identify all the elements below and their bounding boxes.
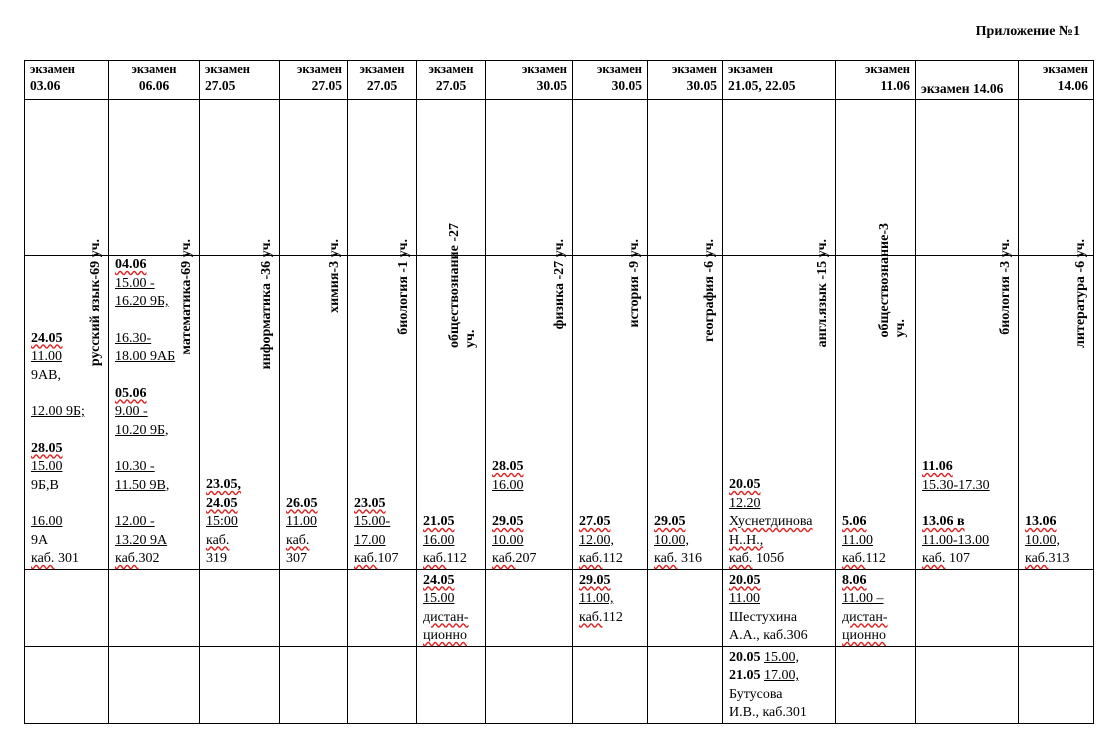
- schedule-line: ционно: [423, 628, 467, 643]
- schedule-line: 8.06: [842, 572, 867, 588]
- schedule-line: 10.20 9Б,: [115, 422, 169, 438]
- schedule-line: 11.00-13.00: [922, 532, 990, 548]
- schedule-line: [115, 367, 193, 385]
- header-cell: экзамен 27.05: [417, 61, 486, 100]
- schedule-line: 20.05: [729, 477, 761, 492]
- schedule-line: Н..Н.,: [729, 532, 764, 548]
- schedule-line: 12.00 -: [115, 514, 155, 529]
- schedule-line: 15.00: [31, 459, 63, 474]
- header-cell: экзамен 30.05: [648, 61, 723, 100]
- schedule-line: [115, 495, 193, 513]
- time-text: 15.00,: [764, 649, 799, 665]
- schedule-line: 11.00: [286, 514, 317, 529]
- schedule-line: И.В., каб.301: [729, 705, 807, 720]
- subject-label: [327, 239, 343, 313]
- subject-label-line: биология -3 уч.: [998, 239, 1013, 335]
- date-text: 20.05: [729, 649, 761, 665]
- subject-row: [25, 100, 1094, 256]
- schedule-cell: [348, 646, 417, 723]
- schedule-line: 05.06: [115, 385, 147, 401]
- schedule-line: 28.05: [31, 440, 63, 456]
- schedule-line: 10.00: [492, 532, 524, 548]
- appendix-label: Приложение №1: [975, 24, 1080, 39]
- schedule-line: Шестухина: [729, 609, 798, 625]
- schedule-cell: [486, 569, 573, 646]
- header-cell: экзамен 30.05: [573, 61, 648, 100]
- schedule-cell: [200, 569, 280, 646]
- header-cell: экзамен 21.05, 22.05: [723, 61, 836, 100]
- schedule-line: 13.06: [1025, 514, 1057, 529]
- schedule-cell: [486, 646, 573, 723]
- schedule-line: Бутусова: [729, 686, 783, 702]
- header-cell: экзамен 14.06: [1019, 61, 1094, 100]
- schedule-line: 15.00 -: [115, 275, 155, 291]
- schedule-line: 9А: [31, 532, 49, 548]
- schedule-line: 29.05: [492, 514, 524, 529]
- schedule-cell: [648, 646, 723, 723]
- schedule-line: 04.06: [115, 257, 147, 272]
- schedule-cell: [1019, 569, 1094, 646]
- schedule-cell: [417, 646, 486, 723]
- subject-cell: [417, 100, 486, 348]
- header-cell: экзамен 14.06: [916, 61, 1019, 100]
- schedule-line: [115, 440, 193, 458]
- subject-cell: [280, 100, 348, 313]
- subject-label: [88, 239, 104, 366]
- schedule-line: А.А., каб.306: [729, 628, 808, 643]
- schedule-line: 26.05: [286, 495, 318, 511]
- schedule-line: ционно: [842, 628, 886, 643]
- subject-label: [877, 223, 909, 337]
- schedule-line: 11.00,: [579, 591, 614, 606]
- header-cell: экзамен 11.06: [836, 61, 916, 100]
- schedule-line: 9АВ,: [31, 367, 61, 383]
- subject-label: [702, 239, 718, 342]
- schedule-cell: [836, 646, 916, 723]
- subject-label-line: история -9 уч.: [627, 239, 642, 328]
- schedule-cell: [417, 569, 486, 646]
- schedule-line: 28.05: [492, 459, 524, 474]
- schedule-line: 11.00: [31, 349, 62, 364]
- schedule-line: 15.00: [423, 591, 455, 606]
- schedule-line: 23.05,: [206, 477, 241, 492]
- schedule-line: 9.00 -: [115, 404, 148, 419]
- subject-label: [447, 223, 479, 348]
- schedule-line: 11.00: [842, 532, 873, 548]
- subject-label-line: обществознание -27: [447, 223, 462, 348]
- schedule-cell: [916, 646, 1019, 723]
- date-text: 21.05: [729, 668, 761, 683]
- header-cell: экзамен 27.05: [200, 61, 280, 100]
- subject-label: [998, 239, 1014, 335]
- schedule-line: 16.00: [31, 514, 63, 529]
- schedule-cell: [280, 569, 348, 646]
- header-cell: экзамен 27.05: [280, 61, 348, 100]
- schedule-line: 11.00: [729, 591, 760, 606]
- schedule-line: каб.313: [1025, 551, 1070, 566]
- schedule-line: Хуснетдинова: [729, 514, 813, 529]
- schedule-line: каб.112: [423, 551, 467, 566]
- schedule-cell: [25, 569, 109, 646]
- schedule-cell: [836, 569, 916, 646]
- schedule-line: 12.00,: [579, 532, 614, 548]
- schedule-line: каб. 316: [654, 551, 702, 566]
- subject-label-line: англ.язык -15 уч.: [815, 239, 830, 348]
- time-text: 17.00,: [764, 668, 799, 683]
- subject-cell: [348, 100, 417, 335]
- schedule-line: каб.112: [579, 609, 623, 625]
- schedule-line: 13.20 9А: [115, 532, 168, 548]
- schedule-row-3: [25, 646, 1094, 723]
- schedule-line: [492, 495, 566, 513]
- header-cell: экзамен 30.05: [486, 61, 573, 100]
- schedule-cell: [280, 646, 348, 723]
- subject-label: [627, 239, 643, 327]
- schedule-cell: [916, 569, 1019, 646]
- subject-label-line: русский язык-69 уч.: [88, 239, 103, 367]
- exam-schedule-table: [24, 60, 1094, 724]
- schedule-line: каб.: [286, 532, 310, 548]
- schedule-line: 16.00: [492, 477, 524, 493]
- schedule-line: 5.06: [842, 514, 867, 529]
- schedule-cell: [723, 569, 836, 646]
- subject-cell: [723, 100, 836, 348]
- schedule-line: 12.20: [729, 495, 761, 511]
- schedule-line: 27.05: [579, 514, 611, 529]
- subject-cell: [486, 100, 573, 330]
- schedule-line: дистан-: [423, 609, 469, 625]
- schedule-line: 29.05: [579, 572, 611, 588]
- subject-label: [1073, 239, 1089, 348]
- subject-label: [815, 239, 831, 347]
- subject-label-line: математика-69 уч.: [179, 239, 194, 355]
- subject-label: [396, 239, 412, 335]
- schedule-line: каб.112: [842, 551, 886, 566]
- schedule-line: 10.00,: [1025, 532, 1060, 548]
- subject-label-line: уч.: [463, 329, 478, 348]
- subject-label-line: химия-3 уч.: [327, 239, 342, 313]
- schedule-line: 29.05: [654, 514, 686, 529]
- schedule-cell: [25, 646, 109, 723]
- schedule-line: 24.05: [31, 330, 63, 346]
- schedule-line: каб. 301: [31, 551, 79, 566]
- header-cell: экзамен 06.06: [109, 61, 200, 100]
- subject-label: [259, 239, 275, 369]
- schedule-line: [922, 495, 1012, 513]
- subject-label-line: обществознание-3: [877, 223, 892, 338]
- schedule-line: 13.06 в: [922, 514, 965, 529]
- schedule-line: 9Б,В: [31, 477, 59, 493]
- schedule-line: [31, 385, 102, 403]
- schedule-line: 16.00: [423, 532, 455, 548]
- subject-label-line: география -6 уч.: [702, 239, 717, 342]
- schedule-line: 11.00 –: [842, 591, 884, 606]
- schedule-line: 15.30-17.30: [922, 477, 990, 493]
- schedule-line: [31, 422, 102, 440]
- schedule-line: 11.06: [922, 459, 953, 474]
- subject-label: [179, 239, 195, 355]
- header-cell: экзамен 03.06: [25, 61, 109, 100]
- schedule-line: каб. 105б: [729, 551, 785, 566]
- schedule-line: каб.302: [115, 551, 160, 566]
- schedule-line: 21.05: [423, 514, 455, 529]
- header-row: [25, 61, 1094, 100]
- schedule-line: каб.112: [579, 551, 623, 566]
- schedule-line: 24.05: [206, 495, 238, 511]
- subject-label-line: уч.: [893, 319, 908, 338]
- schedule-line: 17.00: [354, 532, 386, 548]
- schedule-line: каб.207: [492, 551, 537, 566]
- schedule-line: каб.107: [354, 551, 399, 566]
- schedule-line: 15:00: [206, 514, 238, 529]
- schedule-line: 10.30 -: [115, 459, 155, 474]
- schedule-cell: [723, 646, 836, 723]
- schedule-line: 16.20 9Б,: [115, 294, 169, 309]
- schedule-line: 16.30-: [115, 330, 152, 346]
- schedule-cell: [109, 569, 200, 646]
- subject-cell: [916, 100, 1019, 335]
- schedule-line: 319: [206, 551, 227, 566]
- schedule-line: 11.50 9В,: [115, 477, 170, 493]
- schedule-cell: [109, 646, 200, 723]
- subject-cell: [200, 100, 280, 370]
- schedule-line: [31, 495, 102, 513]
- schedule-line: каб. 107: [922, 551, 970, 566]
- subject-label-line: физика -27 уч.: [552, 239, 567, 330]
- schedule-cell: [1019, 646, 1094, 723]
- schedule-cell: [573, 569, 648, 646]
- schedule-line: 20.05: [729, 572, 761, 588]
- subject-label: [552, 239, 568, 329]
- schedule-line: дистан-: [842, 609, 888, 625]
- subject-cell: [836, 100, 916, 338]
- schedule-line: 24.05: [423, 572, 455, 588]
- schedule-line: 23.05: [354, 495, 386, 511]
- header-cell: экзамен 27.05: [348, 61, 417, 100]
- subject-label-line: биология -1 уч.: [396, 239, 411, 335]
- schedule-cell: [200, 646, 280, 723]
- subject-cell: [1019, 100, 1094, 348]
- schedule-line: 15.00-: [354, 514, 391, 529]
- schedule-line: [729, 649, 829, 668]
- schedule-cell: [648, 569, 723, 646]
- schedule-line: 18.00 9АБ: [115, 349, 176, 364]
- subject-cell: [648, 100, 723, 342]
- schedule-line: [729, 667, 829, 686]
- subject-label-line: информатика -36 уч.: [259, 239, 274, 370]
- schedule-line: 307: [286, 551, 307, 566]
- schedule-line: 10.00,: [654, 532, 689, 548]
- schedule-cell: [573, 646, 648, 723]
- schedule-line: каб.: [206, 532, 230, 548]
- subject-cell: [573, 100, 648, 328]
- schedule-cell: [348, 569, 417, 646]
- schedule-line: 12.00 9Б;: [31, 404, 85, 419]
- schedule-row-2: [25, 569, 1094, 646]
- subject-label-line: литература -6 уч.: [1073, 239, 1088, 348]
